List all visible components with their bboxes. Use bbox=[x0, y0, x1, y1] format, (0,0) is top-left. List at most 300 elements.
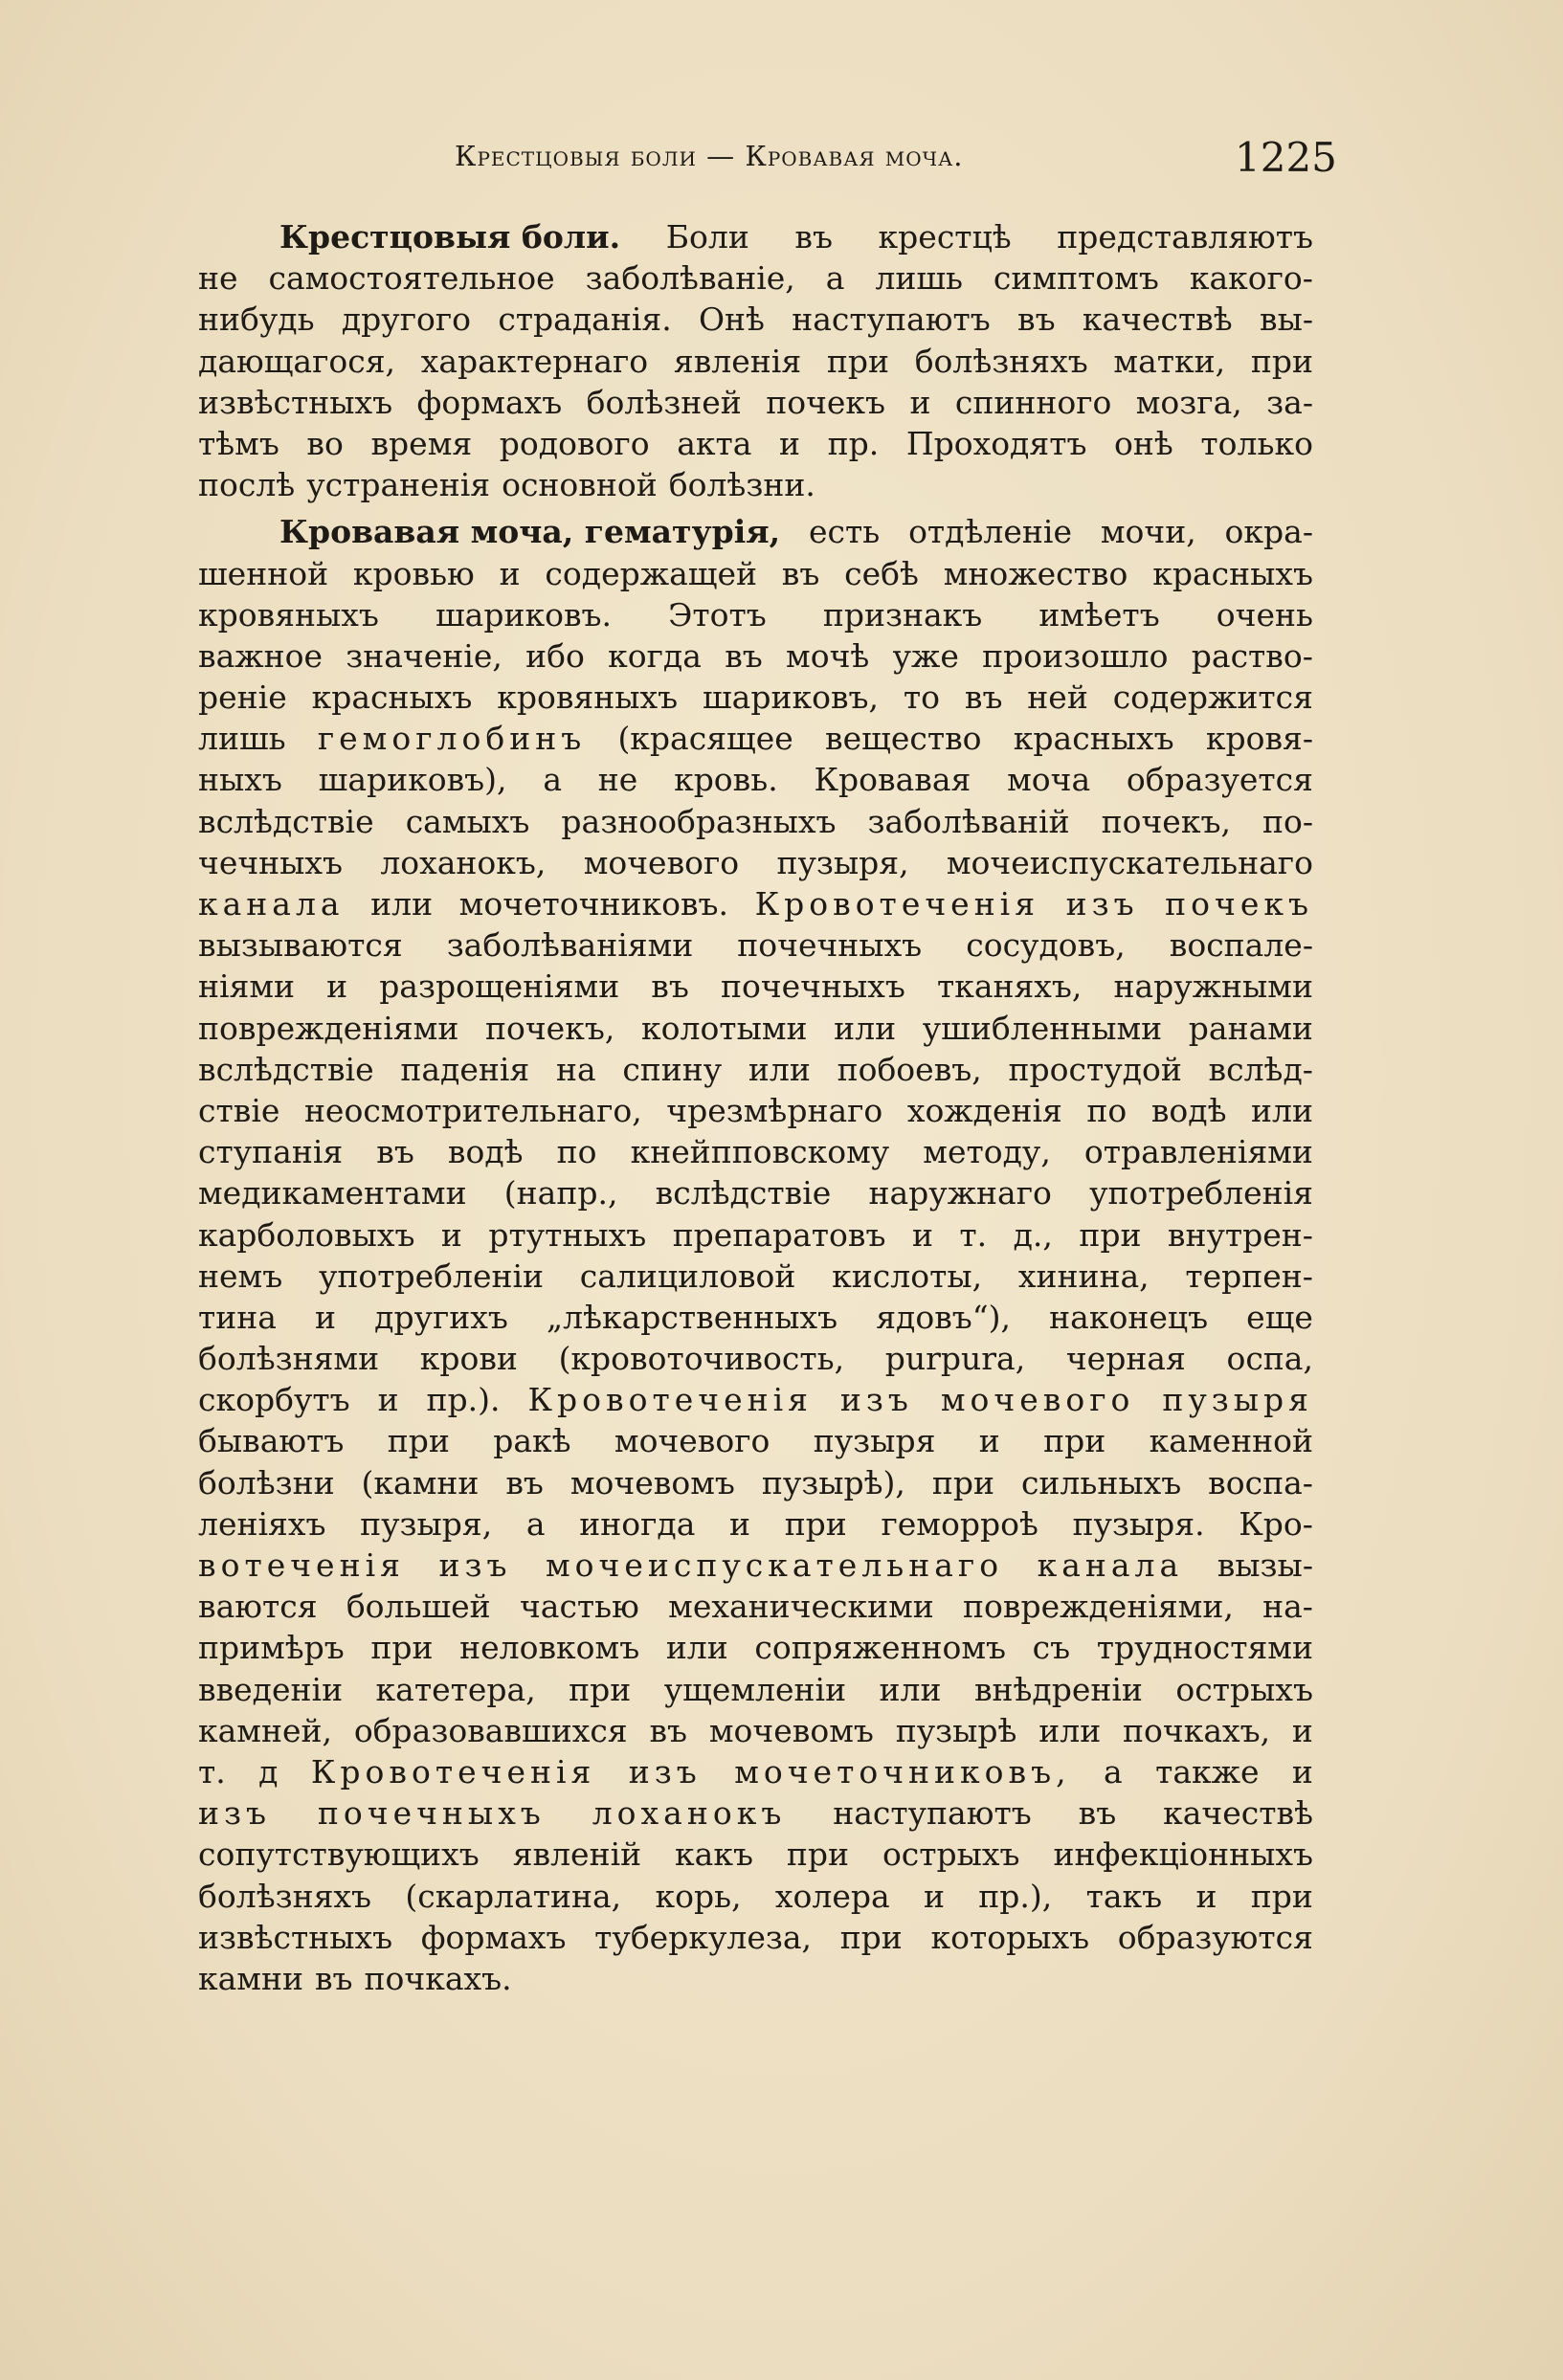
word: холера bbox=[774, 1877, 890, 1915]
word: спину bbox=[622, 1050, 723, 1088]
word: пузырѣ bbox=[895, 1711, 1017, 1749]
word: сильныхъ bbox=[1020, 1463, 1182, 1501]
text-line bbox=[198, 1751, 1313, 1792]
word: и bbox=[911, 1215, 933, 1254]
word: внѣдреніи bbox=[973, 1670, 1143, 1708]
word: отравленіями bbox=[1083, 1133, 1313, 1171]
word: въ bbox=[651, 968, 689, 1006]
text-line bbox=[198, 1586, 1313, 1627]
word: наружными bbox=[1113, 968, 1313, 1006]
word: оспа, bbox=[1226, 1340, 1313, 1378]
word: методу, bbox=[923, 1133, 1051, 1171]
word: камни bbox=[198, 1959, 303, 1997]
word: лишь bbox=[198, 720, 286, 758]
word: кровяныхъ bbox=[198, 595, 379, 634]
text-line bbox=[198, 924, 1313, 966]
text-line bbox=[198, 1462, 1313, 1503]
word: простудой bbox=[1008, 1050, 1182, 1088]
word: при bbox=[839, 1918, 903, 1956]
word: раство- bbox=[1191, 636, 1313, 675]
word: побоевъ, bbox=[837, 1050, 982, 1088]
word: ступанія bbox=[198, 1133, 344, 1171]
word: неловкомъ bbox=[459, 1629, 640, 1667]
word: почекъ bbox=[766, 383, 886, 421]
word: и bbox=[1291, 1711, 1313, 1749]
word: въ bbox=[314, 1959, 353, 1997]
word: трудностями bbox=[1096, 1629, 1313, 1667]
word: симптомъ bbox=[993, 259, 1159, 298]
word: при bbox=[569, 1670, 632, 1708]
word: пузыря bbox=[813, 1422, 936, 1460]
word: и bbox=[923, 1877, 945, 1915]
text-line bbox=[198, 553, 1313, 594]
word: при bbox=[826, 342, 889, 380]
word: вызываются bbox=[198, 926, 403, 965]
word: немъ bbox=[198, 1257, 283, 1295]
word: кислоты, bbox=[832, 1257, 983, 1295]
word: при bbox=[387, 1422, 450, 1460]
word: хинина, bbox=[1017, 1257, 1150, 1295]
word: отдѣленіе bbox=[908, 513, 1072, 551]
word: мочевомъ bbox=[708, 1711, 874, 1749]
word: вслѣд- bbox=[1208, 1050, 1313, 1088]
word: лоханокъ bbox=[592, 1794, 787, 1833]
word: чечныхъ bbox=[198, 843, 344, 881]
text-line bbox=[198, 1627, 1313, 1668]
text-line bbox=[198, 1172, 1313, 1213]
word: мочевого bbox=[940, 1381, 1135, 1419]
word: (напр., bbox=[503, 1174, 618, 1212]
word: ибо bbox=[525, 636, 585, 675]
text-line bbox=[198, 759, 1313, 800]
word: препаратовъ bbox=[672, 1215, 886, 1254]
word: спинного bbox=[954, 383, 1112, 421]
word: вотеченія bbox=[198, 1546, 405, 1584]
word: болѣзняхъ bbox=[914, 342, 1088, 380]
word: красныхъ bbox=[1013, 720, 1174, 758]
word: (скарлатина, bbox=[405, 1877, 622, 1915]
word: какого- bbox=[1189, 259, 1313, 298]
word: онѣ bbox=[1114, 424, 1173, 462]
word: введеніи bbox=[198, 1670, 344, 1708]
word: механическими bbox=[668, 1588, 934, 1626]
word: изъ bbox=[628, 1752, 702, 1791]
word: заболѣваніе, bbox=[585, 259, 795, 298]
word: извѣстныхъ bbox=[198, 1918, 393, 1956]
text-line bbox=[198, 1503, 1313, 1545]
word: медикаментами bbox=[198, 1174, 467, 1212]
word: т. bbox=[959, 1215, 988, 1254]
word: въ bbox=[1078, 1794, 1117, 1833]
word: кровя- bbox=[1205, 720, 1313, 758]
word: вещество bbox=[825, 720, 982, 758]
word: ущемленіи bbox=[663, 1670, 847, 1708]
word: вызы- bbox=[1217, 1546, 1313, 1584]
word: основной bbox=[502, 466, 658, 504]
word: и bbox=[779, 424, 801, 462]
word: мочеиспускательнаго bbox=[545, 1546, 1004, 1584]
text-line bbox=[198, 801, 1313, 842]
word: черная bbox=[1065, 1340, 1186, 1378]
word: при bbox=[786, 1835, 850, 1874]
running-title: Крестцовыя боли — Кровавая моча. bbox=[455, 140, 964, 172]
word: моча bbox=[1007, 761, 1091, 799]
word: пузырѣ), bbox=[761, 1463, 905, 1501]
word: ніями bbox=[198, 968, 296, 1006]
word: и bbox=[1291, 1752, 1313, 1791]
word: поврежденіями bbox=[198, 1009, 459, 1047]
word: явленія bbox=[673, 342, 802, 380]
word: ядовъ“), bbox=[876, 1298, 1012, 1336]
word: важное bbox=[198, 636, 324, 675]
word: ушибленными bbox=[922, 1009, 1163, 1047]
word: въ bbox=[1016, 300, 1056, 339]
word: ртутныхъ bbox=[488, 1215, 647, 1254]
text-line bbox=[198, 1090, 1313, 1131]
page-number: 1225 bbox=[1235, 134, 1337, 181]
word: пр.). bbox=[426, 1381, 501, 1419]
word: карболовыхъ bbox=[198, 1215, 415, 1254]
word: образовавшихся bbox=[353, 1711, 628, 1749]
word: Этотъ bbox=[668, 595, 767, 634]
word: изъ bbox=[1065, 885, 1139, 923]
word: представляютъ bbox=[1057, 218, 1313, 256]
word: на- bbox=[1262, 1588, 1313, 1626]
word: содержащей bbox=[545, 554, 757, 592]
word: другихъ bbox=[374, 1298, 508, 1336]
text-line bbox=[198, 1214, 1313, 1256]
word: ваются bbox=[198, 1588, 318, 1626]
paragraph-hematuria bbox=[198, 511, 1313, 1999]
word: вы- bbox=[1260, 300, 1313, 339]
word: родового bbox=[499, 424, 650, 462]
word: ныхъ bbox=[198, 761, 282, 799]
word: извѣстныхъ bbox=[198, 383, 393, 421]
word: кровь. bbox=[674, 761, 778, 799]
word: въ bbox=[725, 636, 763, 675]
word: Онѣ bbox=[698, 300, 765, 339]
word: лоханокъ, bbox=[380, 843, 547, 881]
word: ствіе bbox=[198, 1091, 280, 1129]
word: „лѣкарственныхъ bbox=[547, 1298, 838, 1336]
word: въ bbox=[781, 554, 820, 592]
word: за- bbox=[1266, 383, 1313, 421]
word: мочѣ bbox=[786, 636, 870, 675]
word: пузыря. bbox=[1072, 1504, 1205, 1543]
word: пр.), bbox=[978, 1877, 1053, 1915]
word: имѣетъ bbox=[1038, 595, 1160, 634]
word: еще bbox=[1246, 1298, 1313, 1336]
word: есть bbox=[808, 513, 881, 551]
word: а bbox=[1103, 1752, 1123, 1791]
text-line bbox=[198, 1420, 1313, 1461]
word: въ bbox=[376, 1133, 414, 1171]
word: множество bbox=[943, 554, 1128, 592]
word: послѣ bbox=[198, 466, 296, 504]
text-line bbox=[198, 1297, 1313, 1338]
word: Кровотеченія bbox=[310, 1752, 596, 1791]
word: качествѣ bbox=[1163, 1794, 1313, 1833]
text-line bbox=[198, 1876, 1313, 1917]
word: устраненія bbox=[306, 466, 491, 504]
word: содержится bbox=[1112, 678, 1313, 717]
word: а bbox=[825, 259, 845, 298]
text-line bbox=[198, 1958, 1313, 1999]
word: изъ bbox=[438, 1546, 512, 1584]
word: воспале- bbox=[1169, 926, 1313, 965]
word: сопутствующихъ bbox=[198, 1835, 480, 1874]
word: мочевого bbox=[614, 1422, 770, 1460]
word: сопряженномъ bbox=[754, 1629, 1007, 1667]
word: или bbox=[1038, 1711, 1102, 1749]
word: во bbox=[306, 424, 344, 462]
text-line bbox=[198, 883, 1313, 924]
word: самыхъ bbox=[405, 802, 530, 840]
word: чрезмѣрнаго bbox=[666, 1091, 883, 1129]
word: Кровотеченія bbox=[754, 885, 1040, 923]
word: водѣ bbox=[1150, 1091, 1227, 1129]
word: а bbox=[543, 761, 562, 799]
word: при bbox=[1079, 1215, 1142, 1254]
word: или bbox=[879, 1670, 942, 1708]
word: мочеточниковъ, bbox=[734, 1752, 1071, 1791]
word: наконецъ bbox=[1049, 1298, 1209, 1336]
word: частью bbox=[519, 1588, 639, 1626]
word: канала bbox=[198, 885, 345, 923]
text-line bbox=[198, 1049, 1313, 1090]
word: (красящее bbox=[617, 720, 793, 758]
word: мочеточниковъ. bbox=[458, 885, 729, 923]
word: д., bbox=[1013, 1215, 1053, 1254]
word: или bbox=[1251, 1091, 1313, 1129]
word: употребленія bbox=[1089, 1174, 1313, 1212]
text-line bbox=[198, 1379, 1313, 1420]
word: т. bbox=[198, 1752, 226, 1791]
word: признакъ bbox=[822, 595, 983, 634]
word: при bbox=[931, 1463, 994, 1501]
word: мочеиспускательнаго bbox=[946, 843, 1313, 881]
word: болѣзней bbox=[586, 383, 742, 421]
word: изъ bbox=[198, 1794, 271, 1833]
word: острыхъ bbox=[882, 1835, 1020, 1874]
word: явленій bbox=[512, 1835, 642, 1874]
word: салициловой bbox=[579, 1257, 796, 1295]
word: сосудовъ, bbox=[966, 926, 1126, 965]
word: по bbox=[556, 1133, 597, 1171]
word: purpura, bbox=[884, 1340, 1026, 1378]
word: колотыми bbox=[640, 1009, 808, 1047]
word: катетера, bbox=[375, 1670, 536, 1708]
word: формахъ bbox=[416, 383, 563, 421]
word: и bbox=[326, 968, 348, 1006]
word: или bbox=[665, 1629, 728, 1667]
text-line bbox=[198, 718, 1313, 759]
word: воспа- bbox=[1208, 1463, 1313, 1501]
word: самостоятельное bbox=[268, 259, 555, 298]
word: лишь bbox=[875, 259, 963, 298]
word: вслѣдствіе bbox=[198, 1050, 374, 1088]
word: Проходятъ bbox=[905, 424, 1087, 462]
word: когда bbox=[608, 636, 702, 675]
word: произошло bbox=[982, 636, 1169, 675]
word: ранами bbox=[1188, 1009, 1313, 1047]
word: только bbox=[1200, 424, 1313, 462]
word: почекъ, bbox=[485, 1009, 615, 1047]
word: ракѣ bbox=[493, 1422, 571, 1460]
text-line bbox=[198, 1834, 1313, 1875]
word: при bbox=[1043, 1422, 1106, 1460]
word: пузыря bbox=[1162, 1381, 1313, 1419]
text-line bbox=[198, 635, 1313, 677]
text-line bbox=[198, 299, 1313, 340]
word: кнейпповскому bbox=[630, 1133, 890, 1171]
word: и bbox=[1195, 1877, 1217, 1915]
word: мочи, bbox=[1100, 513, 1196, 551]
word: при bbox=[370, 1629, 434, 1667]
text-line bbox=[198, 216, 1313, 257]
word: красныхъ bbox=[1152, 554, 1313, 592]
word: акта bbox=[677, 424, 752, 462]
word: почекъ bbox=[1165, 885, 1313, 923]
word: въ bbox=[649, 1711, 688, 1749]
word: съ bbox=[1032, 1629, 1071, 1667]
word: вслѣдствіе bbox=[198, 802, 374, 840]
word: каменной bbox=[1149, 1422, 1313, 1460]
word: въ bbox=[964, 678, 1003, 717]
word: мочевого bbox=[583, 843, 740, 881]
word: при bbox=[784, 1504, 847, 1543]
text-line bbox=[198, 594, 1313, 635]
word: характернаго bbox=[420, 342, 649, 380]
text-line bbox=[198, 1792, 1313, 1834]
word: заболѣваніями bbox=[446, 926, 694, 965]
word: какъ bbox=[675, 1835, 753, 1874]
word: или bbox=[748, 1050, 811, 1088]
word: вслѣдствіе bbox=[655, 1174, 832, 1212]
word: качествѣ bbox=[1082, 300, 1233, 339]
word: при bbox=[1250, 342, 1313, 380]
word: болѣзни bbox=[198, 1463, 335, 1501]
word: разрощеніями bbox=[379, 968, 620, 1006]
word: инфекціонныхъ bbox=[1053, 1835, 1313, 1874]
text-line bbox=[198, 511, 1313, 552]
word: шариковъ), bbox=[318, 761, 507, 799]
word: внутрен- bbox=[1167, 1215, 1313, 1254]
word: и bbox=[978, 1422, 1000, 1460]
text-line bbox=[198, 1710, 1313, 1751]
word: скорбутъ bbox=[198, 1381, 350, 1419]
word: крови bbox=[419, 1340, 518, 1378]
word: Крестцовыя боли. bbox=[279, 218, 621, 256]
word: красныхъ bbox=[311, 678, 473, 717]
word: кровью bbox=[352, 554, 475, 592]
word: хожденія bbox=[906, 1091, 1062, 1129]
word: почкахъ. bbox=[364, 1959, 512, 1997]
text-line bbox=[198, 382, 1313, 423]
word: такъ bbox=[1085, 1877, 1163, 1915]
word: водѣ bbox=[447, 1133, 524, 1171]
word: и bbox=[729, 1504, 751, 1543]
text-line bbox=[198, 1917, 1313, 1958]
word: гемоглобинъ bbox=[317, 720, 587, 758]
word: страданія. bbox=[498, 300, 672, 339]
word: тина bbox=[198, 1298, 277, 1336]
word: ней bbox=[1027, 678, 1088, 717]
word: тѣмъ bbox=[198, 424, 279, 462]
word: изъ bbox=[839, 1381, 913, 1419]
word: шариковъ. bbox=[435, 595, 613, 634]
word: наступаютъ bbox=[833, 1794, 1032, 1833]
text-line bbox=[198, 842, 1313, 883]
word: большей bbox=[346, 1588, 491, 1626]
word: время bbox=[370, 424, 473, 462]
word: леніяхъ bbox=[198, 1504, 326, 1543]
word: (кровоточивость, bbox=[558, 1340, 845, 1378]
word: почекъ, bbox=[1101, 802, 1231, 840]
word: которыхъ bbox=[930, 1918, 1090, 1956]
word: острыхъ bbox=[1175, 1670, 1313, 1708]
word: и bbox=[377, 1381, 399, 1419]
word: почечныхъ bbox=[317, 1794, 546, 1833]
word: шариковъ, bbox=[702, 678, 880, 717]
word: а bbox=[525, 1504, 546, 1543]
word: Кровавая bbox=[814, 761, 971, 799]
text-line bbox=[198, 1545, 1313, 1586]
word: нибудь bbox=[198, 300, 315, 339]
word: корь, bbox=[655, 1877, 742, 1915]
word: болѣзняхъ bbox=[198, 1877, 372, 1915]
word: Кровавая моча, гематурія, bbox=[279, 513, 781, 551]
word: примѣръ bbox=[198, 1629, 345, 1667]
word: то bbox=[903, 678, 940, 717]
word: не bbox=[597, 761, 638, 799]
word: неосмотрительнаго, bbox=[303, 1091, 642, 1129]
word: наружнаго bbox=[868, 1174, 1052, 1212]
word: въ bbox=[505, 1463, 544, 1501]
word: и bbox=[315, 1298, 337, 1336]
word: употребленіи bbox=[318, 1257, 545, 1295]
word: Кро- bbox=[1239, 1504, 1313, 1543]
word: мозга, bbox=[1135, 383, 1242, 421]
word: и bbox=[499, 554, 521, 592]
word: болѣзнями bbox=[198, 1340, 380, 1378]
word: болѣзни. bbox=[668, 466, 815, 504]
word: пр. bbox=[827, 424, 880, 462]
word: дающагося, bbox=[198, 342, 396, 380]
word: другого bbox=[341, 300, 472, 339]
word: почкахъ, bbox=[1123, 1711, 1271, 1749]
word: по bbox=[1086, 1091, 1128, 1129]
word: почечныхъ bbox=[720, 968, 905, 1006]
word: при bbox=[1250, 1877, 1313, 1915]
word: канала bbox=[1037, 1546, 1184, 1584]
text-line bbox=[198, 1338, 1313, 1379]
word: или bbox=[834, 1009, 897, 1047]
word: по- bbox=[1262, 802, 1313, 840]
word: реніе bbox=[198, 678, 287, 717]
word: или bbox=[370, 885, 434, 923]
word: терпен- bbox=[1185, 1257, 1313, 1295]
word: образуется bbox=[1126, 761, 1313, 799]
word: геморроѣ bbox=[881, 1504, 1038, 1543]
text-line bbox=[198, 423, 1313, 464]
word: наступаютъ bbox=[792, 300, 991, 339]
word: Боли bbox=[665, 218, 749, 256]
word: разнообразныхъ bbox=[561, 802, 837, 840]
word: заболѣваній bbox=[867, 802, 1070, 840]
word: бываютъ bbox=[198, 1422, 345, 1460]
word: д bbox=[258, 1752, 279, 1791]
